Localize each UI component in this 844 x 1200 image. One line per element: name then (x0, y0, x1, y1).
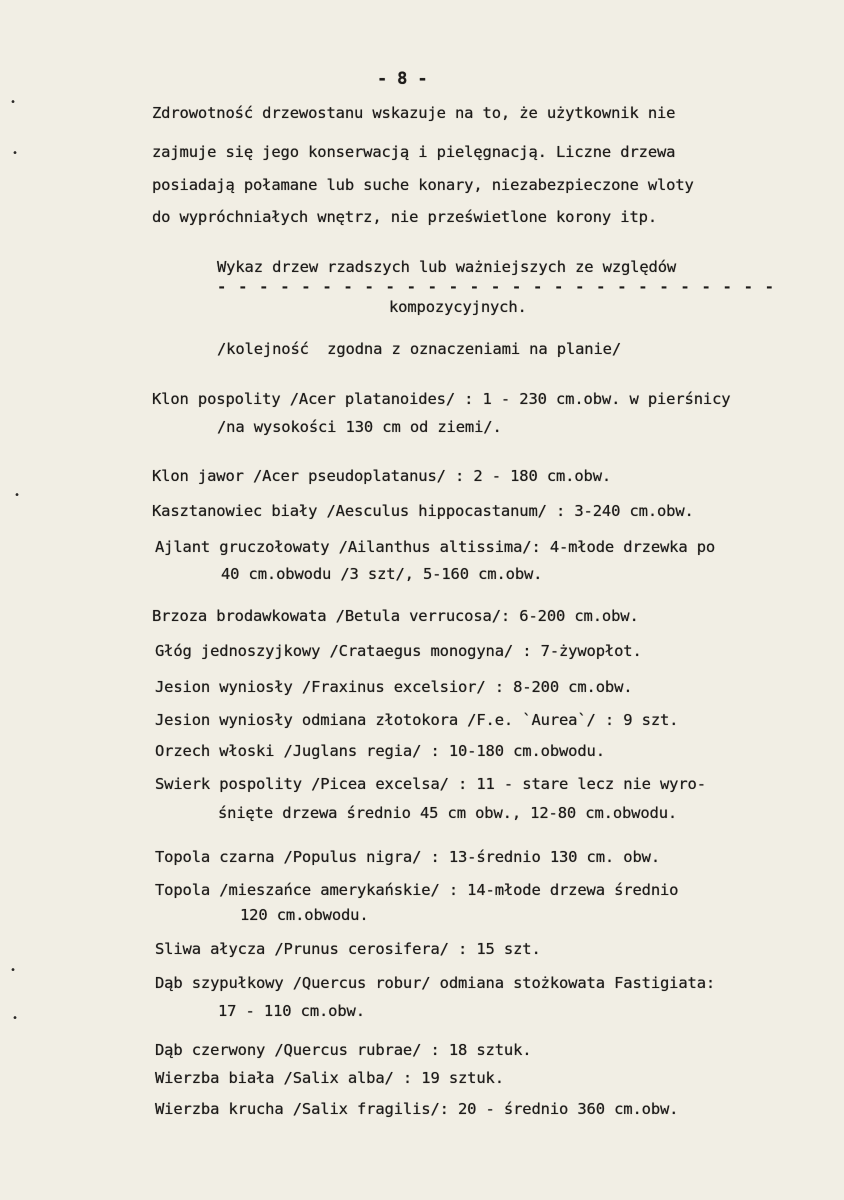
tree-entry: Topola /mieszańce amerykańskie/ : 14-młode drzewa średnio (155, 881, 679, 899)
tree-entry: Topola czarna /Populus nigra/ : 13-średnio 130 cm. obw. (155, 848, 660, 866)
paragraph-line: do wypróchniałych wnętrz, nie prześwietlone korony itp. (152, 208, 657, 226)
page-number: - 8 - (377, 69, 428, 89)
margin-speck: • (12, 148, 19, 159)
tree-entry-continuation: śnięte drzewa średnio 45 cm obw., 12-80 cm.obwodu. (218, 804, 678, 822)
tree-entry: Dąb szypułkowy /Quercus robur/ odmiana stożkowata Fastigiata: (155, 974, 716, 992)
heading-dashed-rule: - - - - - - - - - - - - - - - - - - - - - - - - - - - (217, 278, 776, 296)
paragraph-line: Zdrowotność drzewostanu wskazuje na to, że użytkownik nie (152, 104, 676, 122)
tree-entry: Klon pospolity /Acer platanoides/ : 1 - 230 cm.obw. w pierśnicy (152, 390, 731, 408)
list-heading-continuation: kompozycyjnych. (389, 298, 527, 316)
tree-entry: Jesion wyniosły odmiana złotokora /F.e. `Aurea`/ : 9 szt. (155, 711, 679, 729)
tree-entry: Wierzba krucha /Salix fragilis/: 20 - średnio 360 cm.obw. (155, 1100, 679, 1118)
ordering-note: /kolejność zgodna z oznaczeniami na planie/ (217, 340, 621, 358)
tree-entry: Jesion wyniosły /Fraxinus excelsior/ : 8-200 cm.obw. (155, 678, 633, 696)
paragraph-line: zajmuje się jego konserwacją i pielęgnacją. Liczne drzewa (152, 143, 676, 161)
tree-entry-continuation: /na wysokości 130 cm od ziemi/. (217, 418, 502, 436)
tree-entry: Klon jawor /Acer pseudoplatanus/ : 2 - 180 cm.obw. (152, 467, 612, 485)
tree-entry: Brzoza brodawkowata /Betula verrucosa/: 6-200 cm.obw. (152, 607, 639, 625)
tree-entry: Dąb czerwony /Quercus rubrae/ : 18 sztuk. (155, 1041, 532, 1059)
paragraph-line: posiadają połamane lub suche konary, niezabezpieczone wloty (152, 176, 694, 194)
tree-entry: Głóg jednoszyjkowy /Crataegus monogyna/ : 7-żywopłot. (155, 642, 642, 660)
tree-entry-continuation: 120 cm.obwodu. (240, 906, 369, 924)
tree-entry: Kasztanowiec biały /Aesculus hippocastanum/ : 3-240 cm.obw. (152, 502, 694, 520)
margin-speck: • (14, 490, 21, 501)
tree-entry: Sliwa ałycza /Prunus cerosifera/ : 15 szt. (155, 940, 541, 958)
margin-speck: • (12, 1013, 19, 1024)
margin-speck: • (10, 97, 17, 108)
tree-entry: Orzech włoski /Juglans regia/ : 10-180 cm.obwodu. (155, 742, 605, 760)
list-heading: Wykaz drzew rzadszych lub ważniejszych ze względów (217, 258, 677, 276)
tree-entry-continuation: 40 cm.obwodu /3 szt/, 5-160 cm.obw. (221, 565, 543, 583)
tree-entry-continuation: 17 - 110 cm.obw. (218, 1002, 365, 1020)
tree-entry: Ajlant gruczołowaty /Ailanthus altissima/: 4-młode drzewka po (155, 538, 716, 556)
tree-entry: Swierk pospolity /Picea excelsa/ : 11 - stare lecz nie wyro- (155, 775, 706, 793)
tree-entry: Wierzba biała /Salix alba/ : 19 sztuk. (155, 1069, 504, 1087)
margin-speck: • (10, 965, 17, 976)
